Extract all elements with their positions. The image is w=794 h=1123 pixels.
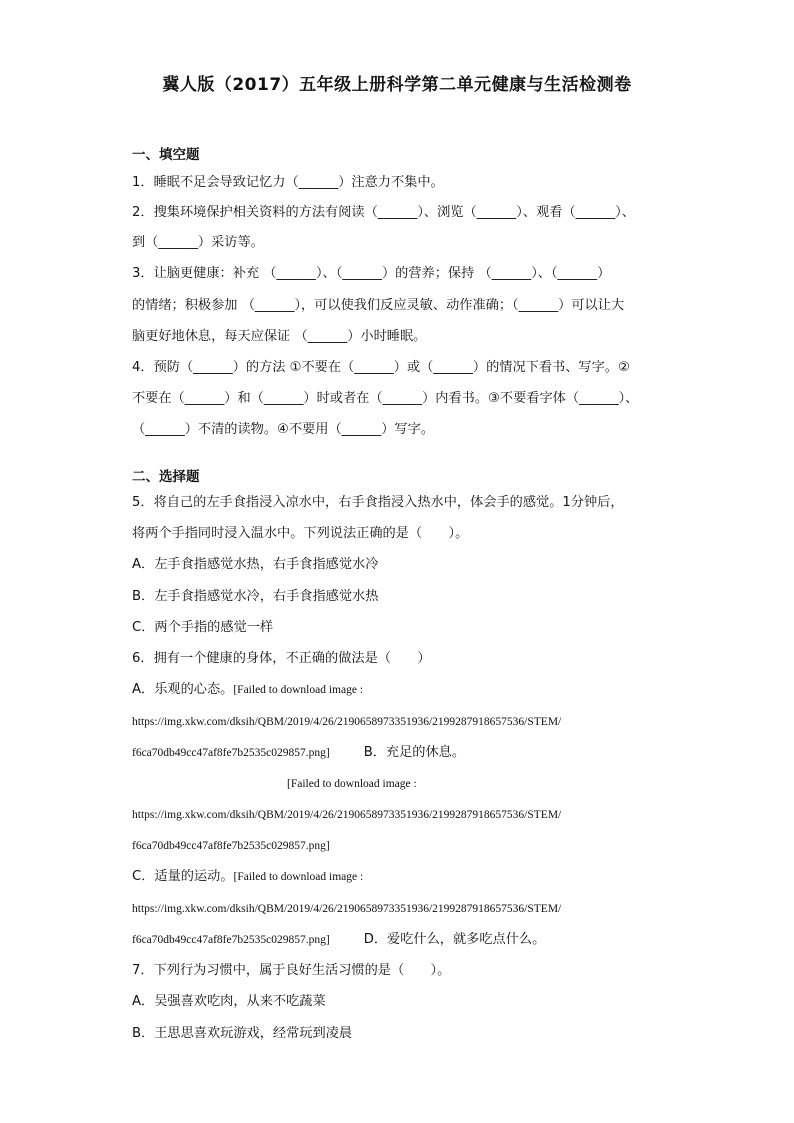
question-5-option-a: A．左手食指感觉水热，右手食指感觉水冷	[132, 557, 379, 572]
question-4-line-3: （______）不清的读物。④不要用（______）写字。	[132, 422, 434, 437]
question-6-option-a	[132, 681, 692, 699]
question-4-line-1: 4．预防（______）的方法 ①不要在（______）或（______）的情况下看书、写字。②	[132, 360, 630, 375]
option-a-label: A．乐观的心态。	[132, 682, 234, 697]
question-7: 7．下列行为习惯中，属于良好生活习惯的是（ ）。	[132, 963, 451, 978]
question-1: 1．睡眠不足会导致记忆力（______）注意力不集中。	[132, 175, 444, 190]
failed-image-notice: [Failed to download image :	[233, 871, 364, 883]
question-2-line-2: 到（______）采访等。	[132, 235, 264, 250]
question-5-option-c: C．两个手指的感觉一样	[132, 620, 274, 635]
question-7-option-b: B．王思思喜欢玩游戏，经常玩到凌晨	[132, 1026, 353, 1041]
image-url-line: https://img.xkw.com/dksih/QBM/2019/4/26/2190658973351936/2199287918657536/STEM/	[132, 809, 562, 821]
failed-image-notice: [Failed to download image :	[287, 778, 417, 790]
question-4-line-2: 不要在（______）和（______）时或者在（______）内看书。③不要看字体（______）、	[132, 391, 639, 406]
question-5-line-2: 将两个手指同时浸入温水中。下列说法正确的是（ ）。	[132, 526, 469, 541]
question-3-line-1: 3．让脑更健康：补充 （______）、（______）的营养；保持 （______）、（______）	[132, 266, 611, 281]
question-2-line-1: 2．搜集环境保护相关资料的方法有阅读（______）、浏览（______）、观看（______）、	[132, 205, 635, 220]
option-d-label: D．爱吃什么，就多吃点什么。	[363, 932, 546, 947]
image-url-file: f6ca70db49cc47af8fe7b2535c029857.png]	[132, 747, 330, 759]
question-6: 6．拥有一个健康的身体，不正确的做法是（ ）	[132, 651, 431, 666]
question-5-line-1: 5．将自己的左手食指浸入凉水中，右手食指浸入热水中，体会手的感觉。1分钟后，	[132, 495, 624, 510]
question-6-option-c	[132, 868, 692, 886]
question-5-option-b: B．左手食指感觉水冷，右手食指感觉水热	[132, 589, 379, 604]
page-title: 冀人版（2017）五年级上册科学第二单元健康与生活检测卷	[162, 75, 632, 95]
question-7-option-a: A．吴强喜欢吃肉，从来不吃蔬菜	[132, 994, 326, 1009]
image-url-end-line	[132, 931, 692, 949]
question-3-line-2: 的情绪；积极参加 （______），可以使我们反应灵敏、动作准确；（______）可以让大	[132, 298, 625, 313]
image-url-line: https://img.xkw.com/dksih/QBM/2019/4/26/2190658973351936/2199287918657536/STEM/	[132, 903, 562, 915]
failed-image-notice: [Failed to download image :	[233, 684, 364, 696]
image-url-line: https://img.xkw.com/dksih/QBM/2019/4/26/2190658973351936/2199287918657536/STEM/	[132, 716, 562, 728]
section-choice-heading: 二、选择题	[132, 469, 200, 485]
option-b-label: B．充足的休息。	[363, 745, 466, 760]
option-c-label: C．适量的运动。	[132, 869, 234, 884]
image-url-file: f6ca70db49cc47af8fe7b2535c029857.png]	[132, 840, 330, 852]
image-url-end-line	[132, 744, 692, 762]
section-fill-in-heading: 一、填空题	[132, 147, 200, 163]
question-3-line-3: 脑更好地休息，每天应保证 （______）小时睡眠。	[132, 329, 427, 344]
image-url-file: f6ca70db49cc47af8fe7b2535c029857.png]	[132, 934, 330, 946]
